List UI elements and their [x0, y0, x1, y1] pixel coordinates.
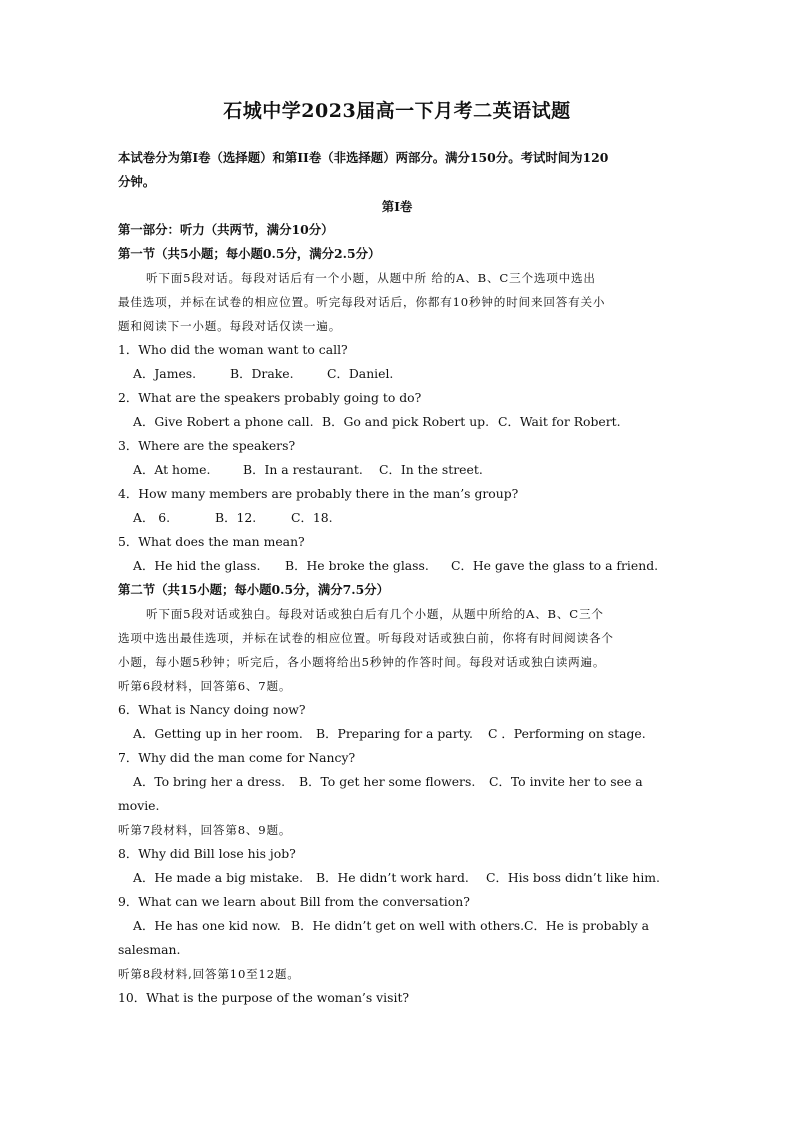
option-a: A．He hid the glass.	[133, 558, 261, 573]
material-6-note: 听第6段材料，回答第6、7题。	[118, 679, 292, 693]
exam-title: 石城中学2023届高一下月考二英语试题	[223, 100, 571, 122]
section1-instruction-2: 最佳选项，并标在试卷的相应位置。听完每段对话后，你都有10秒钟的时间来回答有关小	[118, 295, 606, 309]
question-8-options	[133, 870, 660, 886]
option-b: B．In a restaurant.	[243, 462, 363, 477]
section1-instruction-3: 题和阅读下一小题。每段对话仅读一遍。	[118, 319, 342, 333]
question-1-options	[133, 366, 393, 382]
intro-line-2: 分钟。	[118, 174, 156, 189]
option-b: B．He didn’t work hard.	[316, 870, 469, 885]
option-b: B．To get her some flowers.	[299, 774, 476, 789]
question-2: 2．What are the speakers probably going to do?	[118, 390, 422, 405]
option-c: C．18.	[291, 510, 333, 525]
option-c: C．He gave the glass to a friend.	[451, 558, 659, 573]
option-b: B．Drake.	[230, 366, 294, 381]
volume-heading: 第I卷	[381, 199, 413, 214]
section2-instruction-1: 听下面5段对话或独白。每段对话或独白后有几个小题，从题中所给的A、B、C三个	[146, 607, 604, 621]
question-4-options	[133, 510, 333, 526]
option-a: A．Give Robert a phone call.	[133, 414, 314, 429]
question-2-options	[133, 414, 621, 430]
section2-instruction-2: 选项中选出最佳选项，并标在试卷的相应位置。听每段对话或独白前，你将有时间阅读各个	[118, 631, 614, 645]
option-a: A．Getting up in her room.	[133, 726, 303, 741]
option-c: C．Daniel.	[327, 366, 394, 381]
question-4: 4．How many members are probably there in the man’s group?	[118, 486, 519, 501]
question-6-options	[133, 726, 646, 742]
question-3: 3．Where are the speakers?	[118, 438, 296, 453]
option-a: A．He has one kid now.	[133, 918, 281, 933]
option-a: A．James.	[133, 366, 197, 381]
question-3-options	[133, 462, 483, 478]
question-5: 5．What does the man mean?	[118, 534, 305, 549]
option-a: A． 6.	[133, 510, 171, 525]
option-c: C ．Performing on stage.	[488, 726, 646, 741]
section2-heading: 第二节（共15小题；每小题0.5分，满分7.5分）	[118, 582, 389, 597]
option-b: B．12.	[215, 510, 257, 525]
option-c: C．Wait for Robert.	[498, 414, 621, 429]
material-8-note: 听第8段材料,回答第10至12题。	[118, 967, 300, 981]
option-c: C．In the street.	[379, 462, 483, 477]
question-6: 6．What is Nancy doing now?	[118, 702, 306, 717]
question-10: 10．What is the purpose of the woman’s visit?	[118, 990, 410, 1005]
question-5-options	[133, 558, 658, 574]
option-b: B．Go and pick Robert up.	[322, 414, 490, 429]
option-b: B．He didn’t get on well with others.	[291, 918, 525, 933]
intro-line-1: 本试卷分为第I卷（选择题）和第II卷（非选择题）两部分。满分150分。考试时间为120	[118, 150, 609, 165]
option-b: B．Preparing for a party.	[316, 726, 473, 741]
question-7-option-c-continued: movie.	[118, 798, 160, 813]
option-c: C．He is probably a	[524, 918, 650, 933]
material-7-note: 听第7段材料，回答第8、9题。	[118, 823, 292, 837]
section2-instruction-3: 小题，每小题5秒钟；听完后，各小题将给出5秒钟的作答时间。每段对话或独白读两遍。	[118, 655, 606, 669]
question-1: 1．Who did the woman want to call?	[118, 342, 348, 357]
option-a: A．To bring her a dress.	[133, 774, 286, 789]
option-c: C．To invite her to see a	[489, 774, 643, 789]
option-c: C．His boss didn’t like him.	[486, 870, 660, 885]
section1-heading: 第一节（共5小题；每小题0.5分，满分2.5分）	[118, 246, 381, 261]
question-9: 9．What can we learn about Bill from the conversation?	[118, 894, 470, 909]
option-b: B．He broke the glass.	[285, 558, 429, 573]
question-7: 7．Why did the man come for Nancy?	[118, 750, 356, 765]
question-9-options	[133, 918, 649, 934]
option-a: A．At home.	[133, 462, 211, 477]
question-9-option-c-continued: salesman.	[118, 942, 181, 957]
section1-instruction-1: 听下面5段对话。每段对话后有一个小题，从题中所 给的A、B、C三个选项中选出	[146, 271, 596, 285]
option-a: A．He made a big mistake.	[133, 870, 304, 885]
question-8: 8．Why did Bill lose his job?	[118, 846, 296, 861]
question-7-options	[133, 774, 643, 790]
part1-heading: 第一部分：听力（共两节，满分10分）	[118, 222, 334, 237]
